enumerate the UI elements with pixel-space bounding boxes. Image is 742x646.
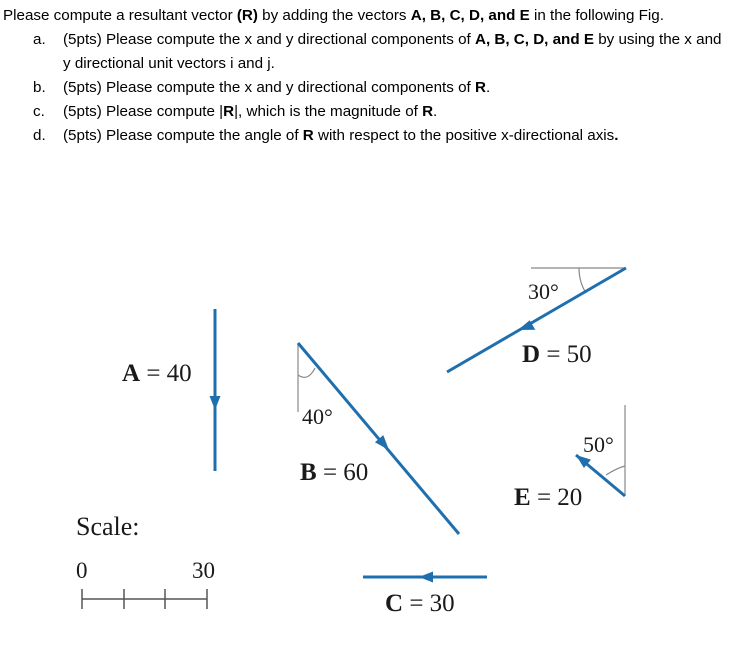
- question-label: a.: [33, 31, 46, 48]
- vector-a-arrowhead: [210, 396, 221, 410]
- question-b-bold: R: [474, 79, 486, 96]
- question-c-bold-1: R: [223, 103, 235, 120]
- vector-d-label: [522, 341, 592, 368]
- vector-e-name: E: [514, 484, 531, 511]
- vector-b-line: [298, 343, 459, 534]
- vector-e-label: [514, 484, 582, 511]
- vector-c-label: [385, 590, 455, 617]
- question-b-text-2: .: [485, 79, 491, 96]
- question-a-text-1: (5pts) Please compute the x and y directional components of: [63, 31, 475, 48]
- question-a-text-2: by using the x and y directional unit vectors i and j.: [63, 31, 722, 72]
- vector-e: [514, 405, 625, 511]
- question-d-text-1: (5pts) Please compute the angle of: [63, 127, 303, 144]
- scale-title: Scale:: [76, 512, 140, 541]
- question-c-text-3: .: [433, 103, 438, 120]
- question-c-bold-2: R: [422, 103, 434, 120]
- vector-c-name: C: [385, 590, 404, 617]
- vector-a-label: [122, 360, 192, 387]
- question-label: c.: [33, 103, 45, 120]
- vector-b-magnitude: = 60: [316, 459, 369, 486]
- question-d-text-2: with respect to the positive x-directional axis: [313, 127, 615, 144]
- question-d-bold-1: R: [302, 127, 314, 144]
- vector-d-magnitude: = 50: [540, 341, 592, 368]
- vector-b-angle-label: 40°: [302, 404, 333, 429]
- vector-e-magnitude: = 20: [530, 484, 583, 511]
- vector-d-angle-label: 30°: [528, 279, 559, 304]
- scale-max-label: 30: [192, 558, 215, 583]
- vector-b-angle-arc: [298, 368, 315, 377]
- question-c-text-2: |, which is the magnitude of: [234, 103, 423, 120]
- vector-c: [363, 572, 487, 618]
- question-label: d.: [33, 127, 46, 144]
- scale-zero-label: 0: [76, 558, 88, 583]
- vector-b: [298, 343, 459, 534]
- question-a-bold: A, B, C, D, and E: [474, 31, 594, 48]
- question-c-text-1: (5pts) Please compute |: [63, 103, 224, 120]
- scale: [76, 512, 215, 609]
- vector-d: [447, 268, 626, 372]
- vector-a-name: A: [122, 360, 141, 387]
- intro-bold-r: (R): [236, 7, 258, 24]
- vector-e-angle-label: 50°: [583, 432, 614, 457]
- scale-bar: [82, 589, 207, 609]
- vector-e-angle-arc: [606, 466, 625, 475]
- vector-c-magnitude: = 30: [403, 590, 455, 617]
- intro-text-2: by adding the vectors: [257, 7, 411, 24]
- vector-c-arrowhead: [419, 572, 433, 583]
- vector-b-name: B: [300, 459, 317, 486]
- intro-bold-vectors: A, B, C, D, and E: [410, 7, 530, 24]
- vector-d-angle-arc: [579, 268, 586, 293]
- question-label: b.: [33, 79, 46, 96]
- intro-text-3: in the following Fig.: [529, 7, 664, 24]
- vector-d-name: D: [522, 341, 541, 368]
- vector-a-magnitude: = 40: [140, 360, 192, 387]
- vector-b-label: [300, 459, 368, 486]
- question-b-text-1: (5pts) Please compute the x and y directional components of: [63, 79, 475, 96]
- intro-text-1: Please compute a resultant vector: [3, 7, 237, 24]
- vector-a: [122, 309, 221, 471]
- question-d-bold-2: .: [614, 127, 619, 144]
